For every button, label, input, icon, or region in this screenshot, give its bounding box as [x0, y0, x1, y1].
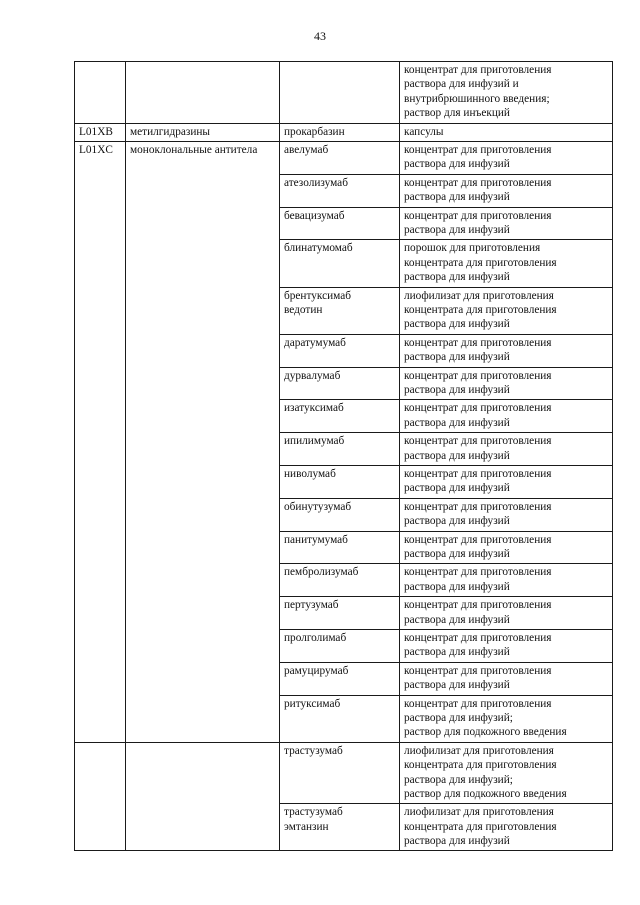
table-row: [75, 662, 613, 695]
atc-code-cell: [75, 207, 126, 240]
dosage-form-cell: [400, 695, 613, 742]
drug-group-cell: [126, 367, 280, 400]
drug-name-cell-text: рамуцирумаб: [284, 664, 349, 677]
atc-code-cell: [75, 531, 126, 564]
drug-group-cell: [126, 141, 280, 174]
dosage-form-cell: [400, 141, 613, 174]
dosage-form-cell-text: концентрат для приготовления раствора для инфузий: [404, 402, 552, 429]
drug-name-cell-text: обинутузумаб: [284, 500, 352, 513]
dosage-form-cell-text: концентрат для приготовления раствора для инфузий: [404, 566, 552, 593]
drug-name-cell: [280, 240, 400, 287]
drug-group-cell: [126, 287, 280, 334]
dosage-form-cell: [400, 240, 613, 287]
atc-code-cell: [75, 629, 126, 662]
atc-code-cell: [75, 597, 126, 630]
drug-group-cell: [126, 433, 280, 466]
drug-group-cell: [126, 123, 280, 141]
dosage-form-cell-text: концентрат для приготовления раствора для инфузий: [404, 143, 552, 171]
dosage-form-cell-text: концентрат для приготовления раствора для инфузий: [404, 467, 552, 495]
drug-name-cell: [280, 123, 400, 141]
drug-group-cell: [126, 695, 280, 742]
drug-name-cell-text: брентуксимаб ведотин: [284, 289, 351, 316]
atc-code-cell: [75, 367, 126, 400]
drug-group-cell: [126, 498, 280, 531]
drug-name-cell: [280, 367, 400, 400]
dosage-form-cell: [400, 662, 613, 695]
dosage-form-cell: [400, 367, 613, 400]
table-row: [75, 141, 613, 174]
drug-name-cell-text: трастузумаб эмтанзин: [284, 806, 343, 833]
drug-name-cell-text: дурвалумаб: [284, 369, 341, 382]
dosage-form-cell: [400, 433, 613, 466]
drug-group-cell: [126, 531, 280, 564]
dosage-form-cell-text: лиофилизат для приготовления концентрата для приготовления раствора для инфузий; раствор для подкожного введения: [404, 744, 567, 800]
table-row: [75, 334, 613, 367]
atc-code-cell: [75, 662, 126, 695]
atc-code-cell: [75, 564, 126, 597]
dosage-form-cell-text: порошок для приготовления концентрата для приготовления раствора для инфузий: [404, 242, 557, 284]
atc-code-cell: [75, 141, 126, 174]
drug-name-cell-text: бевацизумаб: [284, 209, 345, 222]
table-row: [75, 207, 613, 240]
dosage-form-cell: [400, 465, 613, 498]
dosage-form-cell: [400, 742, 613, 804]
table-row: [75, 629, 613, 662]
drug-name-cell: [280, 695, 400, 742]
drug-name-cell: [280, 742, 400, 804]
atc-code-cell-text: L01XB: [79, 125, 113, 138]
table-row: [75, 564, 613, 597]
drug-name-cell: [280, 174, 400, 207]
dosage-form-cell-text: концентрат для приготовления раствора для инфузий: [404, 209, 552, 236]
dosage-form-cell: [400, 597, 613, 630]
drug-name-cell-text: даратумумаб: [284, 336, 346, 349]
dosage-form-cell: [400, 564, 613, 597]
dosage-form-cell-text: концентрат для приготовления раствора для инфузий: [404, 176, 552, 204]
drug-group-cell: [126, 465, 280, 498]
drug-name-cell: [280, 662, 400, 695]
atc-code-cell: [75, 62, 126, 124]
drug-group-cell: [126, 597, 280, 630]
drug-group-cell: [126, 629, 280, 662]
drug-name-cell: [280, 141, 400, 174]
dosage-form-cell-text: лиофилизат для приготовления концентрата для приготовления раствора для инфузий: [404, 289, 557, 331]
dosage-form-cell-text: капсулы: [404, 125, 444, 138]
drug-group-cell: [126, 804, 280, 851]
dosage-form-cell: [400, 207, 613, 240]
atc-code-cell: [75, 174, 126, 207]
drug-group-cell: [126, 564, 280, 597]
drug-name-cell: [280, 531, 400, 564]
atc-code-cell-text: L01XC: [79, 143, 113, 156]
drug-name-cell-text: пембролизумаб: [284, 566, 359, 579]
drug-group-cell: [126, 174, 280, 207]
dosage-form-cell: [400, 498, 613, 531]
drug-group-cell: [126, 207, 280, 240]
drug-name-cell: [280, 465, 400, 498]
drug-group-cell-text: моноклональные антитела: [130, 143, 258, 156]
drug-name-cell-text: ритуксимаб: [284, 697, 341, 710]
dosage-form-cell-text: концентрат для приготовления раствора для инфузий: [404, 435, 552, 462]
drug-name-cell: [280, 597, 400, 630]
drug-name-cell-text: авелумаб: [284, 143, 329, 156]
dosage-form-cell-text: лиофилизат для приготовления концентрата для приготовления раствора для инфузий: [404, 806, 557, 848]
drug-name-cell-text: ипилимумаб: [284, 435, 345, 448]
dosage-form-cell-text: концентрат для приготовления раствора для инфузий; раствор для подкожного введения: [404, 697, 567, 739]
dosage-form-cell: [400, 123, 613, 141]
dosage-form-cell-text: концентрат для приготовления раствора для инфузий: [404, 533, 552, 560]
dosage-form-cell: [400, 334, 613, 367]
atc-code-cell: [75, 695, 126, 742]
atc-code-cell: [75, 498, 126, 531]
drug-name-cell-text: изатуксимаб: [284, 402, 344, 415]
table-row: [75, 433, 613, 466]
dosage-form-cell: [400, 531, 613, 564]
dosage-form-cell: [400, 174, 613, 207]
drug-name-cell-text: блинатумомаб: [284, 242, 353, 255]
table-row: [75, 400, 613, 433]
page-number: 43: [314, 29, 326, 43]
drug-name-cell: [280, 433, 400, 466]
table-row: [75, 240, 613, 287]
atc-code-cell: [75, 123, 126, 141]
dosage-form-cell: [400, 287, 613, 334]
drug-name-cell: [280, 400, 400, 433]
drug-name-cell-text: прокарбазин: [284, 125, 345, 138]
table-row: [75, 804, 613, 851]
drug-name-cell: [280, 287, 400, 334]
atc-code-cell: [75, 433, 126, 466]
atc-code-cell: [75, 400, 126, 433]
drug-name-cell-text: атезолизумаб: [284, 176, 348, 189]
table-row: [75, 695, 613, 742]
dosage-form-cell: [400, 804, 613, 851]
table-row: [75, 597, 613, 630]
drug-name-cell: [280, 334, 400, 367]
dosage-form-cell-text: концентрат для приготовления раствора для инфузий: [404, 664, 552, 692]
drug-group-cell: [126, 62, 280, 124]
drug-name-cell: [280, 498, 400, 531]
table-row: [75, 287, 613, 334]
atc-code-cell: [75, 334, 126, 367]
table-row: [75, 367, 613, 400]
drug-group-cell: [126, 742, 280, 804]
drug-name-cell-text: пертузумаб: [284, 599, 339, 612]
table-row: [75, 531, 613, 564]
drug-name-cell-text: панитумумаб: [284, 533, 348, 546]
dosage-form-cell-text: концентрат для приготовления раствора для инфузий: [404, 336, 552, 364]
table-row: [75, 465, 613, 498]
drug-name-cell: [280, 564, 400, 597]
drug-name-cell: [280, 207, 400, 240]
drug-name-cell: [280, 62, 400, 124]
atc-code-cell: [75, 465, 126, 498]
dosage-form-cell: [400, 62, 613, 124]
drug-name-cell: [280, 804, 400, 851]
table-row: [75, 742, 613, 804]
drug-group-cell: [126, 662, 280, 695]
table-row: [75, 123, 613, 141]
table-body: [75, 62, 613, 851]
table-row: [75, 62, 613, 124]
dosage-form-cell-text: концентрат для приготовления раствора для инфузий: [404, 369, 552, 396]
drug-table: [74, 61, 613, 851]
drug-group-cell-text: метилгидразины: [130, 125, 211, 138]
atc-code-cell: [75, 804, 126, 851]
dosage-form-cell-text: концентрат для приготовления раствора для инфузий и внутрибрюшинного введения; раствор для инъекций: [404, 64, 552, 120]
drug-name-cell-text: пролголимаб: [284, 631, 347, 644]
dosage-form-cell: [400, 629, 613, 662]
dosage-form-cell-text: концентрат для приготовления раствора для инфузий: [404, 500, 552, 528]
atc-code-cell: [75, 742, 126, 804]
dosage-form-cell-text: концентрат для приготовления раствора для инфузий: [404, 599, 552, 626]
atc-code-cell: [75, 287, 126, 334]
table-row: [75, 498, 613, 531]
drug-group-cell: [126, 334, 280, 367]
drug-name-cell-text: ниволумаб: [284, 467, 336, 480]
table-row: [75, 174, 613, 207]
drug-group-cell: [126, 240, 280, 287]
dosage-form-cell-text: концентрат для приготовления раствора для инфузий: [404, 631, 552, 659]
drug-name-cell-text: трастузумаб: [284, 744, 343, 757]
drug-name-cell: [280, 629, 400, 662]
drug-group-cell: [126, 400, 280, 433]
atc-code-cell: [75, 240, 126, 287]
dosage-form-cell: [400, 400, 613, 433]
